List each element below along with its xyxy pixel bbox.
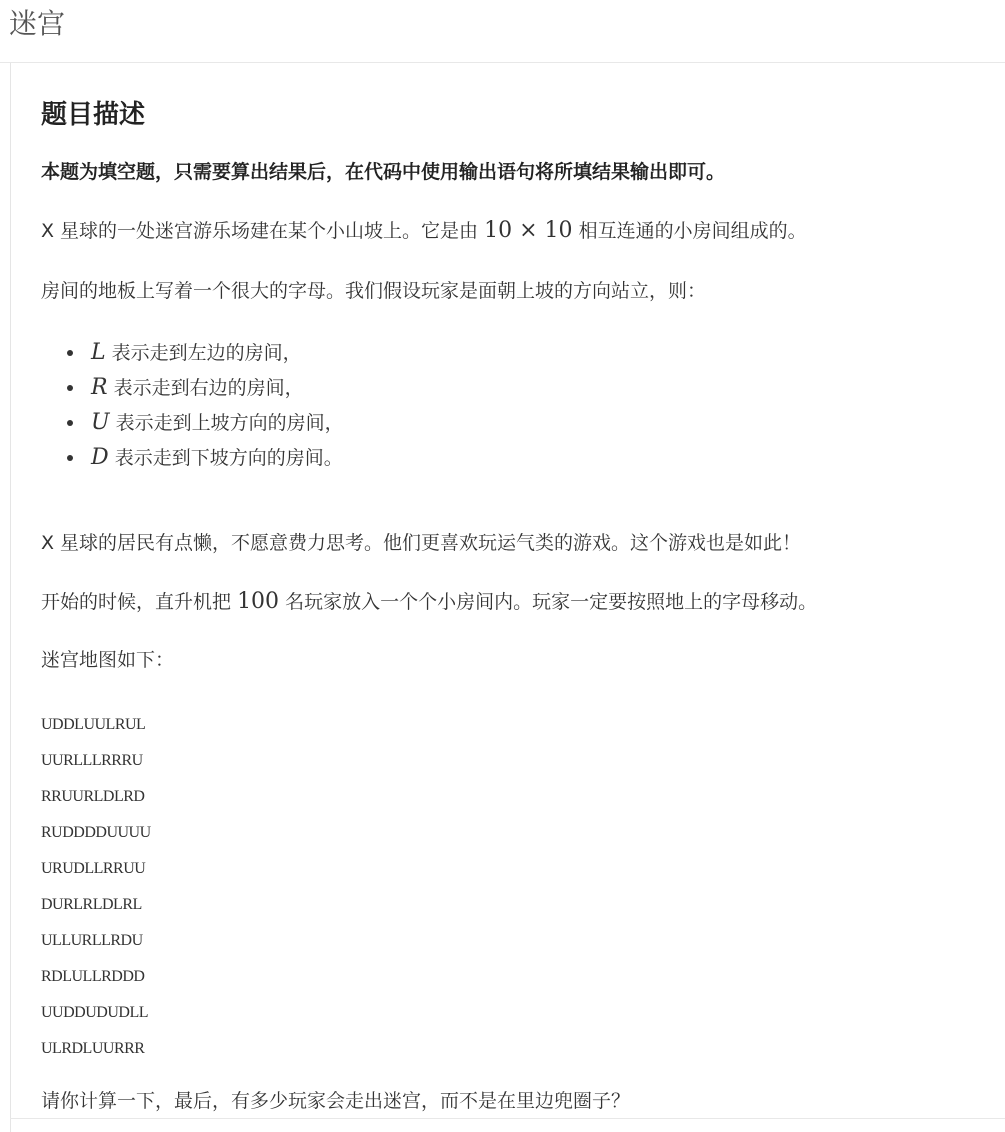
maze-row: ULRDLUURRR (41, 1040, 145, 1057)
section-heading: 题目描述 (41, 100, 146, 130)
maze-row: UURLLLRRRU (41, 752, 143, 769)
notice-text: 本题为填空题，只需要算出结果后，在代码中使用输出语句将所填结果输出即可。 (41, 161, 726, 183)
maze-row: DURLRLDLRL (41, 896, 142, 913)
rule-text: 表示走到上坡方向的房间， (115, 412, 344, 434)
intro-paragraph (41, 217, 807, 245)
rule-text: 表示走到下坡方向的房间。 (114, 447, 343, 469)
maze-row: UDDLUULRUL (41, 716, 146, 733)
question-paragraph: 请你计算一下，最后，有多少玩家会走出迷宫，而不是在里边兜圈子？ (41, 1090, 631, 1112)
player-count-math: 100 (237, 589, 280, 614)
bullet-icon (67, 385, 73, 391)
page-title: 迷宫 (9, 7, 66, 40)
intro-prefix: X 星球的一处迷宫游乐场建在某个小山坡上。它是由 (41, 220, 479, 242)
start-suffix: 名玩家放入一个个小房间内。玩家一定要按照地上的字母移动。 (285, 591, 818, 613)
maze-row: RDLULLRDDD (41, 968, 145, 985)
rule-letter: D (91, 445, 109, 470)
bullet-icon (67, 420, 73, 426)
maze-map (41, 707, 151, 1067)
map-label: 迷宫地图如下： (41, 649, 175, 671)
rule-item-u (49, 405, 344, 440)
floor-paragraph: 房间的地板上写着一个很大的字母。我们假设玩家是面朝上坡的方向站立，则： (41, 280, 707, 302)
rules-list (49, 335, 344, 475)
rule-text: 表示走到左边的房间， (111, 342, 302, 364)
maze-row: RUDDDDUUUU (41, 824, 151, 841)
residents-paragraph: X 星球的居民有点懒，不愿意费力思考。他们更喜欢玩运气类的游戏。这个游戏也是如此！ (41, 532, 802, 554)
rule-letter: L (91, 340, 106, 365)
problem-content-panel (10, 63, 1005, 1132)
intro-suffix: 相互连通的小房间组成的。 (578, 220, 807, 242)
rule-item-d (49, 440, 344, 475)
maze-row: RRUURLDLRD (41, 788, 145, 805)
maze-size-math: 10 × 10 (484, 218, 573, 243)
rule-letter: U (91, 410, 110, 435)
rule-letter: R (91, 375, 108, 400)
start-prefix: 开始的时候，直升机把 (41, 591, 232, 613)
rule-item-r (49, 370, 344, 405)
maze-row: URUDLLRRUU (41, 860, 146, 877)
start-paragraph (41, 588, 817, 616)
bullet-icon (67, 350, 73, 356)
rule-text: 表示走到右边的房间， (113, 377, 304, 399)
bottom-divider (10, 1118, 1005, 1119)
bullet-icon (67, 455, 73, 461)
rule-item-l (49, 335, 344, 370)
maze-row: UUDDUDUDLL (41, 1004, 148, 1021)
maze-row: ULLURLLRDU (41, 932, 143, 949)
